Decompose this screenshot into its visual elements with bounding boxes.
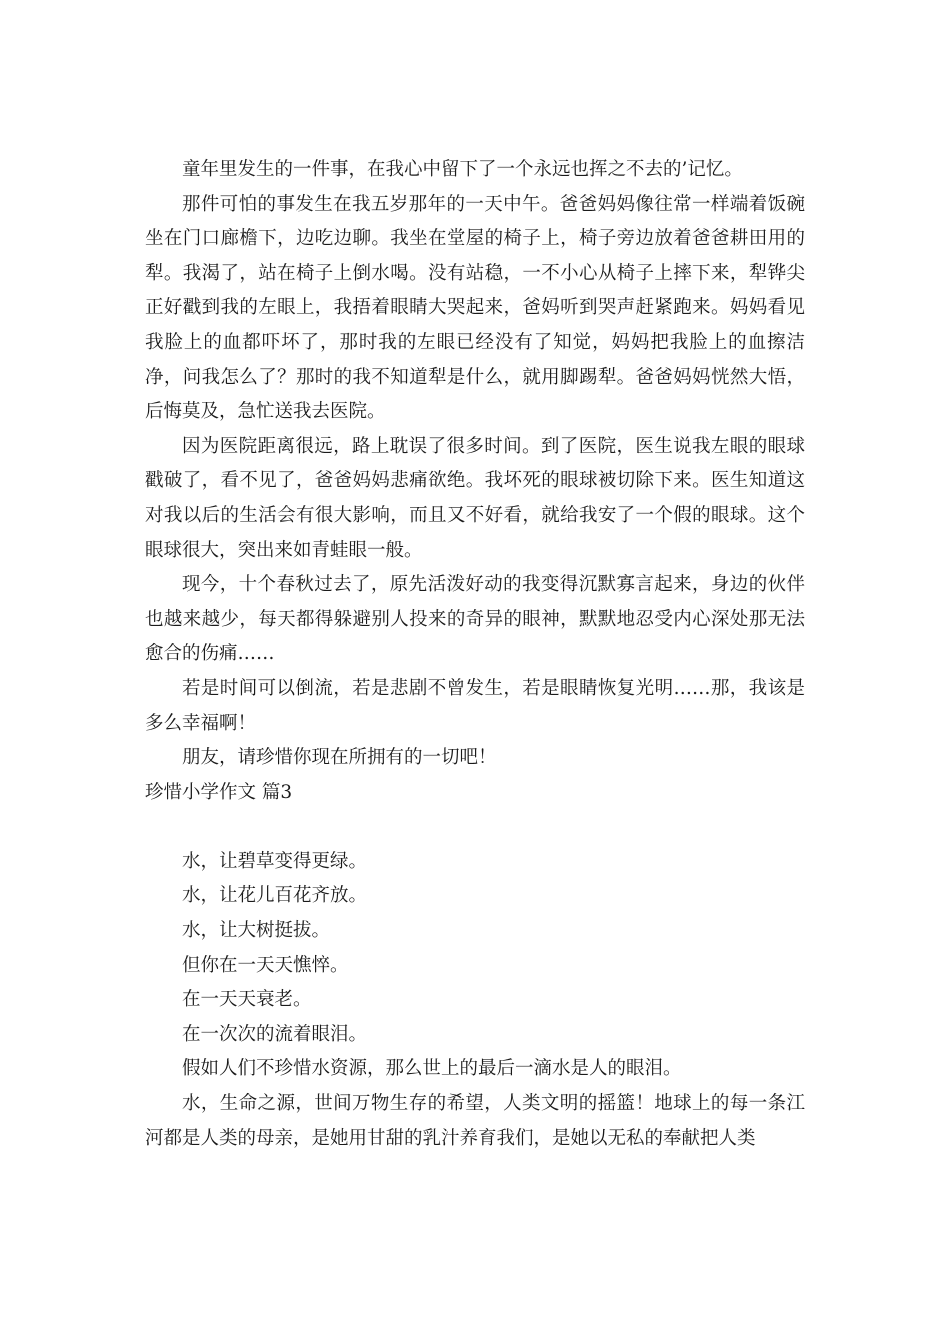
section-heading: 珍惜小学作文 篇3	[145, 781, 293, 803]
paragraph-haggard: 但你在一天天憔悴。	[182, 954, 349, 976]
article-body	[145, 153, 805, 1156]
paragraph-last-drop: 假如人们不珍惜水资源，那么世上的最后一滴水是人的眼泪。	[182, 1058, 682, 1080]
paragraph-tears: 在一次次的流着眼泪。	[182, 1023, 368, 1045]
paragraph-aging: 在一天天衰老。	[182, 989, 312, 1011]
paragraph-ten-years-later: 现今，十个春秋过去了，原先活泼好动的我变得沉默寡言起来，身边的伙伴也越来越少，每天都得躲避别人投来的奇异的眼神，默默地忍受内心深处那无法愈合的伤痛……	[145, 574, 805, 665]
paragraph-cherish-conclusion: 朋友，请珍惜你现在所拥有的一切吧！	[182, 747, 497, 769]
paragraph-water-grass: 水，让碧草变得更绿。	[182, 850, 368, 872]
paragraph-accident: 那件可怕的事发生在我五岁那年的一天中午。爸爸妈妈像往常一样端着饭碗坐在门口廊檐下，边吃边聊。我坐在堂屋的椅子上，椅子旁边放着爸爸耕田用的犁。我渴了，站在椅子上倒水喝。没有站稳，一不小心从椅子上摔下来，犁铧尖正好戳到我的左眼上，我捂着眼睛大哭起来，爸妈听到哭声赶紧跑来。妈妈看见我脸上的血都吓坏了，那时我的左眼已经没有了知觉，妈妈把我脸上的血擦洁净，问我怎么了？那时的我不知道犁是什么，就用脚踢犁。爸爸妈妈恍然大悟，后悔莫及，急忙送我去医院。	[145, 193, 805, 423]
paragraph-water-flowers: 水，让花儿百花齐放。	[182, 885, 368, 907]
paragraph-water-trees: 水，让大树挺拔。	[182, 920, 331, 942]
paragraph-source-of-life: 水，生命之源，世间万物生存的希望，人类文明的摇篮！地球上的每一条江河都是人类的母亲，是她用甘甜的乳汁养育我们，是她以无私的奉献把人类	[145, 1093, 805, 1149]
paragraph-if-time-reversed: 若是时间可以倒流，若是悲剧不曾发生，若是眼睛恢复光明……那，我该是多么幸福啊！	[145, 677, 805, 734]
paragraph-memory-intro: 童年里发生的一件事，在我心中留下了一个永远也挥之不去的’记忆。	[182, 159, 743, 180]
blank-line	[145, 810, 805, 845]
paragraph-hospital: 因为医院距离很远，路上耽误了很多时间。到了医院，医生说我左眼的眼球戳破了，看不见了，爸爸妈妈悲痛欲绝。我坏死的眼球被切除下来。医生知道这对我以后的生活会有很大影响，而且又不好看，就给我安了一个假的眼球。这个眼球很大，突出来如青蛙眼一般。	[145, 435, 805, 561]
